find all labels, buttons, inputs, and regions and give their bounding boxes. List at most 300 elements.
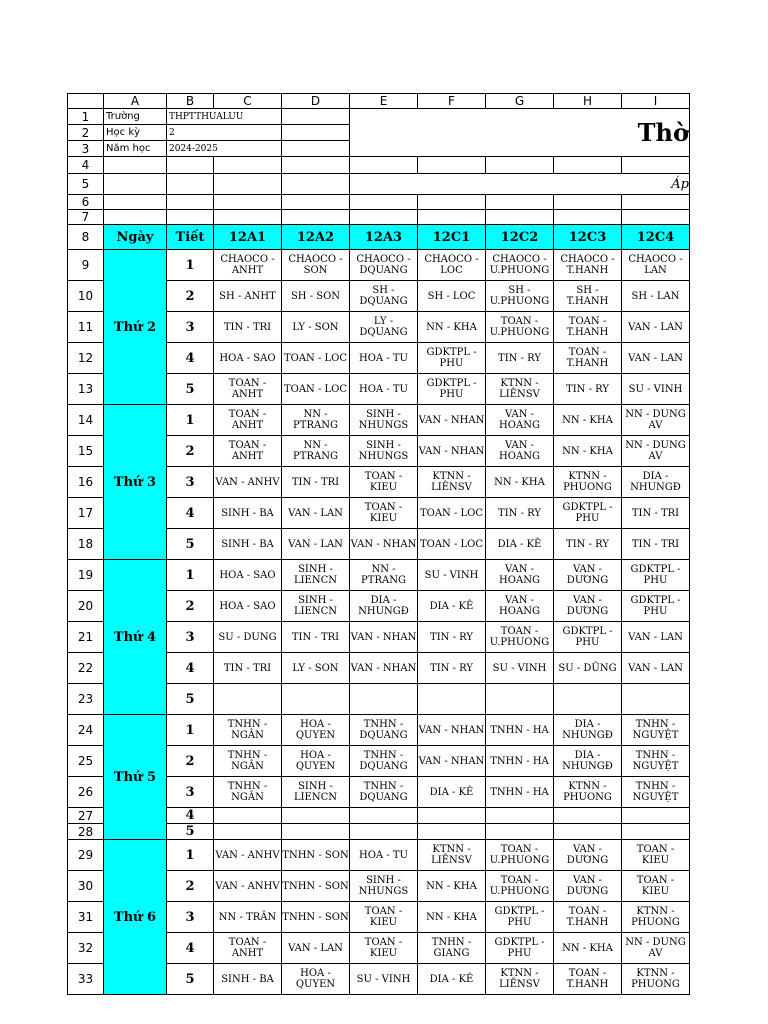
timetable-cell[interactable]: VAN - HOANG xyxy=(486,560,554,591)
timetable-cell[interactable]: KTNN - LIÊNSV xyxy=(418,467,486,498)
timetable-cell[interactable]: VAN - LAN xyxy=(622,653,690,684)
timetable-cell[interactable]: SH - U.PHUONG xyxy=(486,281,554,312)
cell[interactable] xyxy=(282,109,350,125)
timetable-cell[interactable] xyxy=(418,684,486,715)
row-number[interactable]: 8 xyxy=(68,225,104,250)
period-cell[interactable]: 4 xyxy=(167,653,214,684)
timetable-cell[interactable]: HOA - TU xyxy=(350,343,418,374)
timetable-cell[interactable]: DIA - NHUNGĐ xyxy=(350,591,418,622)
column-header-i[interactable]: I xyxy=(622,94,690,109)
timetable-cell[interactable]: TOAN - KIEU xyxy=(350,902,418,933)
timetable-cell[interactable] xyxy=(486,684,554,715)
cell[interactable] xyxy=(282,157,350,174)
timetable-cell[interactable]: TIN - TRI xyxy=(282,622,350,653)
cell[interactable] xyxy=(486,157,554,174)
timetable-cell[interactable]: TOAN - ANHT xyxy=(214,405,282,436)
row-number[interactable]: 18 xyxy=(68,529,104,560)
row-number[interactable]: 27 xyxy=(68,808,104,824)
timetable-cell[interactable]: SINH - LIENCN xyxy=(282,591,350,622)
timetable-cell[interactable]: CHAOCO - DQUANG xyxy=(350,250,418,281)
header-period[interactable]: Tiết xyxy=(167,225,214,250)
timetable-cell[interactable]: VAN - DƯƠNG xyxy=(554,840,622,871)
timetable-cell[interactable]: TNHN - NGÂN xyxy=(214,746,282,777)
cell[interactable] xyxy=(554,195,622,210)
row-number[interactable]: 28 xyxy=(68,824,104,840)
timetable-cell[interactable]: TOAN - U.PHUONG xyxy=(486,622,554,653)
period-cell[interactable]: 4 xyxy=(167,343,214,374)
timetable-cell[interactable]: VAN - DƯƠNG xyxy=(554,871,622,902)
timetable-cell[interactable]: TIN - TRI xyxy=(622,498,690,529)
timetable-cell[interactable]: DIA - KÊ xyxy=(486,529,554,560)
row-number[interactable]: 32 xyxy=(68,933,104,964)
timetable-cell[interactable]: VAN - NHAN xyxy=(350,529,418,560)
timetable-cell[interactable]: NN - KHA xyxy=(418,312,486,343)
timetable-cell[interactable]: TNHN - SON xyxy=(282,871,350,902)
timetable-cell[interactable]: SINH - NHUNGS xyxy=(350,871,418,902)
sheet-title[interactable]: Thờ xyxy=(350,109,690,157)
timetable-cell[interactable]: KTNN - LIÊNSV xyxy=(418,840,486,871)
row-number[interactable]: 16 xyxy=(68,467,104,498)
timetable-cell[interactable]: VAN - NHAN xyxy=(418,746,486,777)
timetable-cell[interactable]: NN - DUNG AV xyxy=(622,405,690,436)
timetable-cell[interactable]: GDKTPL - PHU xyxy=(486,902,554,933)
cell[interactable] xyxy=(350,210,418,225)
timetable-cell[interactable] xyxy=(622,684,690,715)
cell[interactable] xyxy=(214,174,282,195)
timetable-cell[interactable]: HOA - TU xyxy=(350,840,418,871)
row-number[interactable]: 19 xyxy=(68,560,104,591)
timetable-cell[interactable]: DIA - NHUNGĐ xyxy=(622,467,690,498)
period-cell[interactable]: 5 xyxy=(167,374,214,405)
timetable-cell[interactable]: SINH - LIENCN xyxy=(282,777,350,808)
timetable-cell[interactable]: VAN - NHAN xyxy=(418,405,486,436)
period-cell[interactable]: 2 xyxy=(167,281,214,312)
period-cell[interactable]: 1 xyxy=(167,405,214,436)
period-cell[interactable]: 5 xyxy=(167,824,214,840)
timetable-cell[interactable]: CHAOCO - U.PHUONG xyxy=(486,250,554,281)
timetable-cell[interactable]: TNHN - HA xyxy=(486,777,554,808)
header-class-12a2[interactable]: 12A2 xyxy=(282,225,350,250)
timetable-cell[interactable]: VAN - ANHV xyxy=(214,871,282,902)
timetable-cell[interactable]: SINH - NHUNGS xyxy=(350,436,418,467)
day-cell[interactable]: Thứ 4 xyxy=(104,560,167,715)
timetable-cell[interactable]: TNHN - NGUYỆT xyxy=(622,777,690,808)
school-year-value[interactable]: 2024-2025 xyxy=(167,141,282,157)
timetable-cell[interactable]: LY - DQUANG xyxy=(350,312,418,343)
period-cell[interactable]: 2 xyxy=(167,591,214,622)
timetable-cell[interactable]: VAN - LAN xyxy=(622,622,690,653)
semester-label[interactable]: Học kỳ xyxy=(104,125,167,141)
timetable-cell[interactable]: GDKTPL - PHU xyxy=(622,560,690,591)
timetable-cell[interactable]: NN - DUNG AV xyxy=(622,933,690,964)
timetable-cell[interactable]: TOAN - ANHT xyxy=(214,374,282,405)
timetable-cell[interactable]: TNHN - SON xyxy=(282,840,350,871)
timetable-cell[interactable]: TOAN - LOC xyxy=(282,343,350,374)
cell[interactable] xyxy=(104,157,167,174)
row-number[interactable]: 20 xyxy=(68,591,104,622)
timetable-cell[interactable]: SU - VINH xyxy=(418,560,486,591)
timetable-cell[interactable]: CHAOCO - LAN xyxy=(622,250,690,281)
timetable-cell[interactable]: TNHN - GIANG xyxy=(418,933,486,964)
timetable-cell[interactable]: HOA - SAO xyxy=(214,591,282,622)
timetable-cell[interactable]: HOA - QUYEN xyxy=(282,715,350,746)
timetable-cell[interactable]: TNHN - SON xyxy=(282,902,350,933)
timetable-cell[interactable]: CHAOCO - ANHT xyxy=(214,250,282,281)
period-cell[interactable]: 3 xyxy=(167,312,214,343)
timetable-cell[interactable] xyxy=(554,684,622,715)
timetable-cell[interactable]: KTNN - PHUONG xyxy=(622,902,690,933)
timetable-cell[interactable] xyxy=(282,808,350,824)
timetable-cell[interactable]: DIA - KÊ xyxy=(418,591,486,622)
row-number[interactable]: 25 xyxy=(68,746,104,777)
header-day[interactable]: Ngày xyxy=(104,225,167,250)
period-cell[interactable]: 5 xyxy=(167,684,214,715)
period-cell[interactable]: 5 xyxy=(167,964,214,995)
timetable-cell[interactable]: NN - KHA xyxy=(554,405,622,436)
column-header-d[interactable]: D xyxy=(282,94,350,109)
cell[interactable] xyxy=(418,195,486,210)
timetable-cell[interactable]: NN - PTRANG xyxy=(282,436,350,467)
timetable-cell[interactable]: TNHN - DQUANG xyxy=(350,715,418,746)
timetable-cell[interactable]: TNHN - HA xyxy=(486,715,554,746)
timetable-cell[interactable]: HOA - QUYEN xyxy=(282,746,350,777)
cell[interactable] xyxy=(214,210,282,225)
timetable-cell[interactable]: GDKTPL - PHU xyxy=(418,343,486,374)
column-header-a[interactable]: A xyxy=(104,94,167,109)
timetable-cell[interactable]: KTNN - LIÊNSV xyxy=(486,964,554,995)
timetable-cell[interactable] xyxy=(214,808,282,824)
timetable-cell[interactable]: SH - ANHT xyxy=(214,281,282,312)
header-class-12c4[interactable]: 12C4 xyxy=(622,225,690,250)
timetable-cell[interactable]: DIA - KÊ xyxy=(418,964,486,995)
timetable-cell[interactable] xyxy=(554,808,622,824)
cell[interactable] xyxy=(418,157,486,174)
timetable-cell[interactable]: NN - TRÂN xyxy=(214,902,282,933)
row-number[interactable]: 24 xyxy=(68,715,104,746)
period-cell[interactable]: 2 xyxy=(167,746,214,777)
period-cell[interactable]: 2 xyxy=(167,436,214,467)
timetable-cell[interactable]: NN - KHA xyxy=(418,902,486,933)
cell[interactable] xyxy=(282,210,350,225)
cell[interactable] xyxy=(167,174,214,195)
day-cell[interactable]: Thứ 2 xyxy=(104,250,167,405)
row-number[interactable]: 12 xyxy=(68,343,104,374)
cell[interactable] xyxy=(167,157,214,174)
column-header-e[interactable]: E xyxy=(350,94,418,109)
timetable-cell[interactable] xyxy=(214,824,282,840)
timetable-cell[interactable]: SH - SON xyxy=(282,281,350,312)
row-number[interactable]: 6 xyxy=(68,195,104,210)
header-class-12c1[interactable]: 12C1 xyxy=(418,225,486,250)
timetable-cell[interactable]: TIN - TRI xyxy=(622,529,690,560)
timetable-cell[interactable]: TOAN - KIEU xyxy=(350,498,418,529)
row-number[interactable]: 3 xyxy=(68,141,104,157)
timetable-cell[interactable]: TOAN - U.PHUONG xyxy=(486,840,554,871)
timetable-cell[interactable]: VAN - HOANG xyxy=(486,436,554,467)
school-year-label[interactable]: Năm học xyxy=(104,141,167,157)
timetable-cell[interactable]: HOA - SAO xyxy=(214,560,282,591)
timetable-cell[interactable] xyxy=(282,684,350,715)
cell[interactable] xyxy=(167,210,214,225)
period-cell[interactable]: 1 xyxy=(167,560,214,591)
timetable-cell[interactable] xyxy=(418,808,486,824)
timetable-cell[interactable]: LY - SON xyxy=(282,312,350,343)
timetable-cell[interactable] xyxy=(486,808,554,824)
timetable-cell[interactable]: KTNN - PHUONG xyxy=(554,467,622,498)
row-number[interactable]: 11 xyxy=(68,312,104,343)
period-cell[interactable]: 5 xyxy=(167,529,214,560)
timetable-cell[interactable] xyxy=(486,824,554,840)
row-number[interactable]: 30 xyxy=(68,871,104,902)
timetable-cell[interactable]: TOAN - U.PHUONG xyxy=(486,312,554,343)
timetable-cell[interactable]: SINH - BA xyxy=(214,498,282,529)
timetable-cell[interactable]: KTNN - PHUONG xyxy=(554,777,622,808)
timetable-cell[interactable]: GDKTPL - PHU xyxy=(554,498,622,529)
school-value[interactable]: THPTTHUALUU xyxy=(167,109,282,125)
cell[interactable] xyxy=(282,141,350,157)
row-number[interactable]: 7 xyxy=(68,210,104,225)
timetable-cell[interactable]: TOAN - LOC xyxy=(282,374,350,405)
timetable-cell[interactable]: SU - DŨNG xyxy=(554,653,622,684)
timetable-cell[interactable]: VAN - DƯƠNG xyxy=(554,591,622,622)
timetable-cell[interactable]: KTNN - PHUONG xyxy=(622,964,690,995)
timetable-cell[interactable]: TNHN - DQUANG xyxy=(350,777,418,808)
header-class-12a1[interactable]: 12A1 xyxy=(214,225,282,250)
timetable-cell[interactable]: SU - VINH xyxy=(350,964,418,995)
cell[interactable] xyxy=(486,210,554,225)
timetable-cell[interactable]: TIN - TRI xyxy=(282,467,350,498)
timetable-cell[interactable]: TOAN - KIEU xyxy=(350,467,418,498)
cell[interactable] xyxy=(418,210,486,225)
timetable-cell[interactable]: NN - DUNG AV xyxy=(622,436,690,467)
cell[interactable] xyxy=(622,157,690,174)
timetable-cell[interactable]: TNHN - NGÂN xyxy=(214,715,282,746)
timetable-cell[interactable] xyxy=(418,824,486,840)
period-cell[interactable]: 3 xyxy=(167,467,214,498)
timetable-cell[interactable]: NN - KHA xyxy=(554,933,622,964)
row-number[interactable]: 21 xyxy=(68,622,104,653)
cell[interactable] xyxy=(350,157,418,174)
cell[interactable] xyxy=(622,195,690,210)
cell[interactable] xyxy=(282,125,350,141)
timetable-cell[interactable]: TIN - TRI xyxy=(214,653,282,684)
timetable-cell[interactable]: NN - PTRANG xyxy=(350,560,418,591)
row-number[interactable]: 10 xyxy=(68,281,104,312)
timetable-cell[interactable]: DIA - KÊ xyxy=(418,777,486,808)
cell[interactable] xyxy=(282,195,350,210)
timetable-cell[interactable]: TNHN - HA xyxy=(486,746,554,777)
timetable-cell[interactable]: VAN - LAN xyxy=(622,312,690,343)
timetable-cell[interactable] xyxy=(350,684,418,715)
timetable-cell[interactable]: TOAN - T.HANH xyxy=(554,312,622,343)
timetable-cell[interactable]: TNHN - DQUANG xyxy=(350,746,418,777)
timetable-cell[interactable]: TNHN - NGUYỆT xyxy=(622,746,690,777)
timetable-cell[interactable]: NN - KHA xyxy=(418,871,486,902)
timetable-cell[interactable] xyxy=(350,824,418,840)
column-header-c[interactable]: C xyxy=(214,94,282,109)
period-cell[interactable]: 2 xyxy=(167,871,214,902)
row-number[interactable]: 2 xyxy=(68,125,104,141)
cell[interactable] xyxy=(214,195,282,210)
timetable-cell[interactable]: NN - PTRANG xyxy=(282,405,350,436)
timetable-cell[interactable]: VAN - DƯƠNG xyxy=(554,560,622,591)
column-header-g[interactable]: G xyxy=(486,94,554,109)
timetable-cell[interactable]: VAN - LAN xyxy=(282,498,350,529)
timetable-cell[interactable]: CHAOCO - SON xyxy=(282,250,350,281)
cell[interactable] xyxy=(622,210,690,225)
timetable-cell[interactable]: TOAN - T.HANH xyxy=(554,964,622,995)
period-cell[interactable]: 4 xyxy=(167,808,214,824)
select-all-corner[interactable] xyxy=(68,94,104,109)
timetable-cell[interactable]: SH - LAN xyxy=(622,281,690,312)
column-header-h[interactable]: H xyxy=(554,94,622,109)
cell[interactable] xyxy=(350,195,418,210)
row-number[interactable]: 17 xyxy=(68,498,104,529)
timetable-cell[interactable]: TOAN - ANHT xyxy=(214,933,282,964)
header-class-12a3[interactable]: 12A3 xyxy=(350,225,418,250)
row-number[interactable]: 5 xyxy=(68,174,104,195)
row-number[interactable]: 31 xyxy=(68,902,104,933)
cell[interactable] xyxy=(167,195,214,210)
timetable-cell[interactable]: SU - VINH xyxy=(622,374,690,405)
timetable-cell[interactable]: SU - DUNG xyxy=(214,622,282,653)
row-number[interactable]: 33 xyxy=(68,964,104,995)
timetable-cell[interactable]: CHAOCO - LOC xyxy=(418,250,486,281)
timetable-cell[interactable] xyxy=(282,824,350,840)
timetable-cell[interactable] xyxy=(622,808,690,824)
timetable-cell[interactable]: GDKTPL - PHU xyxy=(486,933,554,964)
period-cell[interactable]: 1 xyxy=(167,715,214,746)
timetable-cell[interactable] xyxy=(554,824,622,840)
timetable-cell[interactable]: TIN - RY xyxy=(486,343,554,374)
timetable-cell[interactable]: SINH - LIENCN xyxy=(282,560,350,591)
timetable-cell[interactable]: VAN - LAN xyxy=(622,343,690,374)
timetable-cell[interactable] xyxy=(622,824,690,840)
timetable-cell[interactable]: SINH - BA xyxy=(214,964,282,995)
period-cell[interactable]: 3 xyxy=(167,902,214,933)
timetable-cell[interactable]: TOAN - U.PHUONG xyxy=(486,871,554,902)
table-row xyxy=(68,560,690,591)
timetable-cell[interactable]: SINH - BA xyxy=(214,529,282,560)
timetable-cell[interactable]: TOAN - T.HANH xyxy=(554,902,622,933)
timetable-cell[interactable]: TOAN - LOC xyxy=(418,529,486,560)
timetable-cell[interactable]: TOAN - KIEU xyxy=(622,840,690,871)
row-number[interactable]: 9 xyxy=(68,250,104,281)
header-class-12c3[interactable]: 12C3 xyxy=(554,225,622,250)
timetable-cell[interactable]: TIN - RY xyxy=(554,374,622,405)
timetable-cell[interactable]: TOAN - T.HANH xyxy=(554,343,622,374)
row-number[interactable]: 22 xyxy=(68,653,104,684)
column-header-f[interactable]: F xyxy=(418,94,486,109)
day-cell[interactable]: Thứ 6 xyxy=(104,840,167,995)
timetable-cell[interactable]: VAN - NHAN xyxy=(350,622,418,653)
cell[interactable] xyxy=(282,174,350,195)
timetable-cell[interactable]: TOAN - ANHT xyxy=(214,436,282,467)
day-cell[interactable]: Thứ 5 xyxy=(104,715,167,840)
period-cell[interactable]: 3 xyxy=(167,622,214,653)
timetable-cell[interactable]: VAN - LAN xyxy=(282,933,350,964)
timetable-cell[interactable]: VAN - ANHV xyxy=(214,840,282,871)
timetable-cell[interactable]: TIN - RY xyxy=(418,622,486,653)
row-number[interactable]: 4 xyxy=(68,157,104,174)
row-number[interactable]: 13 xyxy=(68,374,104,405)
timetable-cell[interactable]: TNHN - NGÂN xyxy=(214,777,282,808)
day-cell[interactable]: Thứ 3 xyxy=(104,405,167,560)
timetable-cell[interactable]: TIN - RY xyxy=(554,529,622,560)
timetable-cell[interactable]: VAN - HOANG xyxy=(486,405,554,436)
timetable-cell[interactable]: TIN - RY xyxy=(486,498,554,529)
cell[interactable] xyxy=(554,210,622,225)
timetable-cell[interactable]: DIA - NHUNGĐ xyxy=(554,746,622,777)
period-cell[interactable]: 4 xyxy=(167,933,214,964)
column-header-b[interactable]: B xyxy=(167,94,214,109)
school-label[interactable]: Trường xyxy=(104,109,167,125)
timetable-cell[interactable]: NN - KHA xyxy=(554,436,622,467)
timetable-cell[interactable]: TNHN - NGUYỆT xyxy=(622,715,690,746)
timetable-cell[interactable]: LY - SON xyxy=(282,653,350,684)
timetable-cell[interactable]: VAN - LAN xyxy=(282,529,350,560)
cell[interactable] xyxy=(104,195,167,210)
period-cell[interactable]: 3 xyxy=(167,777,214,808)
timetable-cell[interactable]: DIA - NHUNGĐ xyxy=(554,715,622,746)
cell[interactable] xyxy=(214,157,282,174)
timetable-cell[interactable] xyxy=(350,808,418,824)
cell[interactable] xyxy=(104,210,167,225)
header-class-12c2[interactable]: 12C2 xyxy=(486,225,554,250)
period-cell[interactable]: 4 xyxy=(167,498,214,529)
timetable-cell[interactable]: VAN - HOANG xyxy=(486,591,554,622)
timetable-cell[interactable]: SH - DQUANG xyxy=(350,281,418,312)
row-number[interactable]: 29 xyxy=(68,840,104,871)
timetable-cell[interactable]: SH - LOC xyxy=(418,281,486,312)
timetable-cell[interactable]: NN - KHA xyxy=(486,467,554,498)
timetable-cell[interactable]: GDKTPL - PHU xyxy=(418,374,486,405)
timetable-cell[interactable]: HOA - QUYEN xyxy=(282,964,350,995)
timetable-cell[interactable] xyxy=(214,684,282,715)
row-number[interactable]: 14 xyxy=(68,405,104,436)
timetable-cell[interactable]: HOA - TU xyxy=(350,374,418,405)
timetable-cell[interactable]: TIN - RY xyxy=(418,653,486,684)
period-cell[interactable]: 1 xyxy=(167,250,214,281)
timetable-cell[interactable]: HOA - SAO xyxy=(214,343,282,374)
cell[interactable] xyxy=(104,174,167,195)
timetable-cell[interactable]: VAN - ANHV xyxy=(214,467,282,498)
row-number[interactable]: 26 xyxy=(68,777,104,808)
timetable-cell[interactable]: VAN - NHAN xyxy=(418,436,486,467)
timetable-cell[interactable]: TOAN - LOC xyxy=(418,498,486,529)
cell[interactable] xyxy=(486,195,554,210)
row-number[interactable]: 1 xyxy=(68,109,104,125)
row-number[interactable]: 15 xyxy=(68,436,104,467)
timetable-cell[interactable]: KTNN - LIÊNSV xyxy=(486,374,554,405)
semester-value[interactable]: 2 xyxy=(167,125,282,141)
timetable-cell[interactable]: GDKTPL - PHU xyxy=(554,622,622,653)
timetable-cell[interactable]: TOAN - KIEU xyxy=(350,933,418,964)
timetable-cell[interactable]: TIN - TRI xyxy=(214,312,282,343)
period-cell[interactable]: 1 xyxy=(167,840,214,871)
cell[interactable] xyxy=(554,157,622,174)
timetable-cell[interactable]: VAN - NHAN xyxy=(418,715,486,746)
timetable-cell[interactable]: SU - VINH xyxy=(486,653,554,684)
timetable-cell[interactable]: SH - T.HANH xyxy=(554,281,622,312)
timetable-cell[interactable]: CHAOCO - T.HANH xyxy=(554,250,622,281)
row-number[interactable]: 23 xyxy=(68,684,104,715)
sheet-subtitle[interactable]: Áp xyxy=(350,174,690,195)
timetable-cell[interactable]: TOAN - KIEU xyxy=(622,871,690,902)
timetable-cell[interactable]: VAN - NHAN xyxy=(350,653,418,684)
timetable-cell[interactable]: GDKTPL - PHU xyxy=(622,591,690,622)
timetable-cell[interactable]: SINH - NHUNGS xyxy=(350,405,418,436)
